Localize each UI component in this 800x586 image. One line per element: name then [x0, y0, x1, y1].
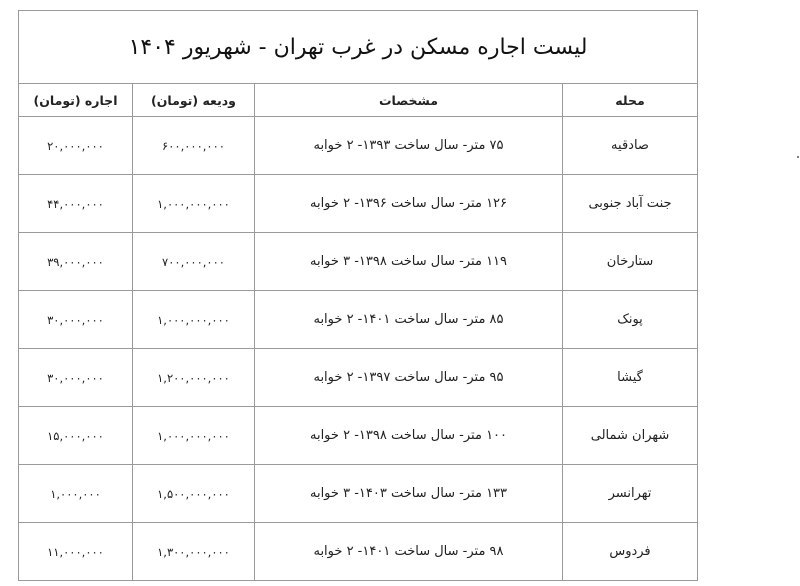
table-row	[19, 523, 698, 581]
cell-rent: ۱۱,۰۰۰,۰۰۰	[19, 523, 133, 581]
column-header-area: محله	[563, 84, 698, 117]
table-title: لیست اجاره مسکن در غرب تهران - شهریور ۱۴۰۴	[19, 11, 698, 84]
cell-area: گیشا	[563, 349, 698, 407]
cell-specs: ۱۳۳ متر- سال ساخت ۱۴۰۳- ۳ خوابه	[255, 465, 563, 523]
cell-deposit: ۱,۰۰۰,۰۰۰,۰۰۰	[133, 175, 255, 233]
cell-deposit: ۱,۲۰۰,۰۰۰,۰۰۰	[133, 349, 255, 407]
cell-area: شهران شمالی	[563, 407, 698, 465]
table-row	[19, 291, 698, 349]
header-row	[19, 84, 698, 117]
table-row	[19, 175, 698, 233]
cell-deposit: ۱,۰۰۰,۰۰۰,۰۰۰	[133, 407, 255, 465]
cell-deposit: ۱,۰۰۰,۰۰۰,۰۰۰	[133, 291, 255, 349]
cell-specs: ۱۲۶ متر- سال ساخت ۱۳۹۶- ۲ خوابه	[255, 175, 563, 233]
cell-area: تهرانسر	[563, 465, 698, 523]
cell-specs: ۱۰۰ متر- سال ساخت ۱۳۹۸- ۲ خوابه	[255, 407, 563, 465]
cell-rent: ۳۹,۰۰۰,۰۰۰	[19, 233, 133, 291]
cell-rent: ۲۰,۰۰۰,۰۰۰	[19, 117, 133, 175]
cell-area: صادقیه	[563, 117, 698, 175]
cell-rent: ۱۵,۰۰۰,۰۰۰	[19, 407, 133, 465]
table-row	[19, 407, 698, 465]
cell-deposit: ۶۰۰,۰۰۰,۰۰۰	[133, 117, 255, 175]
cell-deposit: ۱,۳۰۰,۰۰۰,۰۰۰	[133, 523, 255, 581]
cell-specs: ۹۸ متر- سال ساخت ۱۴۰۱- ۲ خوابه	[255, 523, 563, 581]
cell-rent: ۱,۰۰۰,۰۰۰	[19, 465, 133, 523]
cell-deposit: ۱,۵۰۰,۰۰۰,۰۰۰	[133, 465, 255, 523]
cell-specs: ۹۵ متر- سال ساخت ۱۳۹۷- ۲ خوابه	[255, 349, 563, 407]
cell-rent: ۴۴,۰۰۰,۰۰۰	[19, 175, 133, 233]
column-header-specs: مشخصات	[255, 84, 563, 117]
table-row	[19, 117, 698, 175]
table-row	[19, 349, 698, 407]
cell-area: پونک	[563, 291, 698, 349]
cell-area: جنت آباد جنوبی	[563, 175, 698, 233]
cell-specs: ۱۱۹ متر- سال ساخت ۱۳۹۸- ۳ خوابه	[255, 233, 563, 291]
cell-specs: ۷۵ متر- سال ساخت ۱۳۹۳- ۲ خوابه	[255, 117, 563, 175]
cell-specs: ۸۵ متر- سال ساخت ۱۴۰۱- ۲ خوابه	[255, 291, 563, 349]
column-header-rent: اجاره (تومان)	[19, 84, 133, 117]
cell-rent: ۳۰,۰۰۰,۰۰۰	[19, 291, 133, 349]
stray-dot-mark	[797, 156, 799, 158]
column-header-deposit: ودیعه (تومان)	[133, 84, 255, 117]
cell-rent: ۳۰,۰۰۰,۰۰۰	[19, 349, 133, 407]
cell-area: ستارخان	[563, 233, 698, 291]
table-row	[19, 233, 698, 291]
title-row	[19, 11, 698, 84]
cell-deposit: ۷۰۰,۰۰۰,۰۰۰	[133, 233, 255, 291]
cell-area: فردوس	[563, 523, 698, 581]
table-row	[19, 465, 698, 523]
rent-listing-table	[18, 10, 698, 581]
